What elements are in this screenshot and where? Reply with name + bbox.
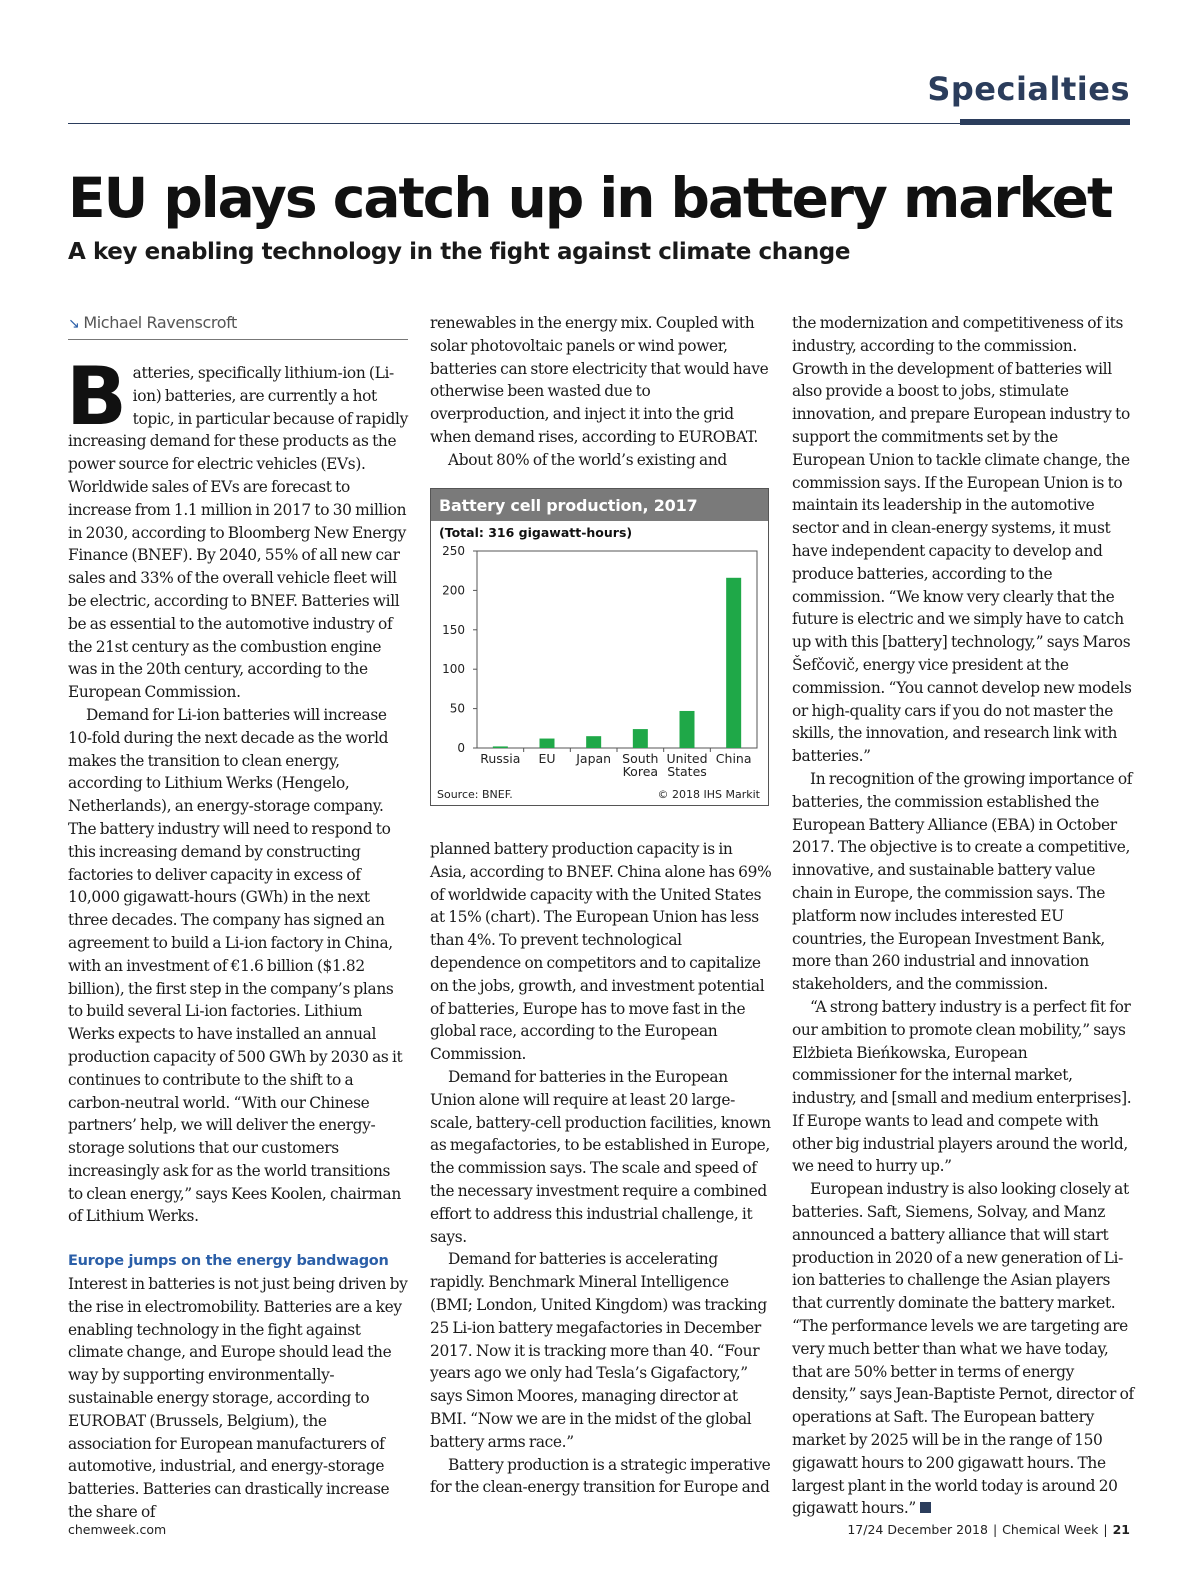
x-category-label: Russia <box>480 751 521 766</box>
footer-info <box>847 1522 1130 1537</box>
x-category-label: Japan <box>576 751 612 766</box>
footer-separator: | <box>1103 1522 1108 1537</box>
bar-china <box>726 578 741 748</box>
x-category-label: United <box>666 751 708 766</box>
paragraph: renewables in the energy mix. Coupled with solar photovoltaic panels or wind power, batteries can store electricity that would have otherwise been wasted due to overproduction, and inject it into the grid when demand rises, according to EUROBAT. <box>430 314 769 446</box>
chart-copyright: © 2018 IHS Markit <box>657 788 760 801</box>
bar-united-states <box>680 711 695 748</box>
arrow-icon: ↘ <box>68 316 80 332</box>
y-tick-label: 50 <box>449 701 465 716</box>
footer-publication: Chemical Week <box>1002 1522 1099 1537</box>
paragraph: “A strong battery industry is a perfect fit for our ambition to promote clean mobility,” says Elżbieta Bieńkowska, European commissioner for the internal market, industry, and [small and medium enterprises]. If Europe wants to lead and compete with other big industrial players around the world, we need to hurry up.” <box>792 997 1132 1176</box>
paragraph-text: European industry is also looking closely at batteries. Saft, Siemens, Solvay, and Manz announced a battery alliance that will start production in 2020 of a new generation of Li-ion batteries to challenge the Asian players that currently dominate the battery market. “The performance levels we are targeting are very much better than what we have today, that are 50% better in terms of energy density,” says Jean-Baptiste Pernot, director of operations at Saft. The European battery market by 2025 will be in the range of 150 gigawatt hours to 200 gigawatt hours. The largest plant in the world today is around 20 gigawatt hours.” <box>792 1180 1134 1518</box>
column-2-bottom <box>430 838 772 1499</box>
column-1 <box>68 312 408 1524</box>
x-category-label: EU <box>538 751 556 766</box>
y-tick-label: 0 <box>457 741 465 755</box>
x-category-label: Korea <box>622 764 659 779</box>
deck: A key enabling technology in the fight against climate change <box>68 239 851 265</box>
paragraph <box>792 1178 1134 1520</box>
y-tick-label: 200 <box>442 583 465 598</box>
x-category-label: South <box>622 751 659 766</box>
footer-separator: | <box>992 1522 998 1537</box>
paragraph: Demand for batteries in the European Union alone will require at least 20 large-scale, battery-cell production facilities, known as megafactories, to be established in Europe, the commission says. The scale and speed of the necessary investment require a combined effort to address this industrial challenge, it says. <box>430 1067 771 1246</box>
column-3 <box>792 312 1134 1520</box>
paragraph: In recognition of the growing importance of batteries, the commission established the European Battery Alliance (EBA) in October 2017. The objective is to create a competitive, innovative, and sustainable battery value chain in Europe, the commission says. The platform now includes interested EU countries, the European Investment Bank, more than 260 industrial and innovation stakeholders, and the commission. <box>792 769 1133 994</box>
chart-subtitle: (Total: 316 gigawatt-hours) <box>439 525 633 540</box>
paragraph: Interest in batteries is not just being driven by the rise in electromobility. Batteries are a key enabling technology in the fight against climate change, and Europe should lead the way by supporting environmentally-sustainable energy storage, according to EUROBAT (Brussels, Belgium), the association for European manufacturers of automotive, industrial, and energy-storage batteries. Batteries can drastically increase the share of <box>68 1275 408 1522</box>
byline-author: Michael Ravenscroft <box>83 313 237 332</box>
header-rule-accent <box>960 119 1130 125</box>
y-tick-label: 150 <box>442 622 465 637</box>
paragraph <box>66 350 408 704</box>
headline: EU plays catch up in battery market <box>68 166 1112 230</box>
footer-date: 17/24 December 2018 <box>847 1522 988 1537</box>
paragraph: the modernization and competitiveness of its industry, according to the commission. Growth in the development of batteries will also provide a boost to jobs, stimulate innovation, and prepare European industry to support the commitments set by the European Union to tackle climate change, the commission says. If the European Union is to maintain its leadership in the automotive sector and in clean-energy systems, it must have independent capacity to develop and produce batteries, according to the commission. “We know very clearly that the future is electric and we simply have to catch up with this [battery] technology,” says Maros Šefčovič, energy vice president at the commission. “You cannot develop new models or high-quality cars if you do not master the skills, the innovation, and research link with batteries.” <box>792 314 1132 766</box>
chart-plot <box>431 489 770 807</box>
chart-source: Source: BNEF. <box>437 788 513 801</box>
paragraph: About 80% of the world’s existing and <box>448 450 727 469</box>
end-mark-icon <box>920 1502 931 1513</box>
chart-title: Battery cell production, 2017 <box>431 489 768 521</box>
x-category-label: States <box>667 764 707 779</box>
footer-site: chemweek.com <box>68 1522 167 1537</box>
x-category-label: China <box>715 751 752 766</box>
paragraph: planned battery production capacity is in Asia, according to BNEF. China alone has 69% of worldwide capacity with the United States at 15% (chart). The European Union has less than 4%. To prevent technological dependence on competitors and to capitalize on the jobs, growth, and investment potential of batteries, Europe has to move fast in the global race, according to the European Commission. <box>430 840 772 1064</box>
chart-plot-frame <box>477 551 757 748</box>
paragraph: Demand for Li-ion batteries will increase 10-fold during the next decade as the world makes the transition to clean energy, according to Lithium Werks (Hengelo, Netherlands), an energy-storage company. The battery industry will need to respond to this increasing demand by constructing factories to deliver capacity in excess of 10,000 gigawatt-hours (GWh) in the next three decades. The company has signed an agreement to build a Li-ion factory in China, with an investment of €1.6 billion ($1.82 billion), the first step in the company’s plans to build several Li-ion factories. Lithium Werks expects to have installed an annual production capacity of 500 GWh by 2030 as it continues to contribute to the shift to a carbon-neutral world. “With our Chinese partners’ help, we will deliver the energy-storage solutions that our customers increasingly ask for as the world transitions to clean energy,” says Kees Koolen, chairman of Lithium Werks. <box>68 705 403 1226</box>
byline <box>68 312 408 340</box>
drop-cap: B <box>66 350 127 443</box>
column-2-top <box>430 312 772 472</box>
page-number: 21 <box>1112 1522 1130 1537</box>
bar-japan <box>586 736 601 748</box>
paragraph: Demand for batteries is accelerating rapidly. Benchmark Mineral Intelligence (BMI; London, United Kingdom) was tracking 25 Li-ion battery megafactories in December 2017. Now it is tracking more than 40. “Four years ago we only had Tesla’s Gigafactory,” says Simon Moores, managing director at BMI. “Now we are in the midst of the global battery arms race.” <box>430 1250 767 1451</box>
subhead: Europe jumps on the energy bandwagon <box>68 1253 389 1270</box>
bar-russia <box>493 746 508 748</box>
paragraph: Battery production is a strategic imperative for the clean-energy transition for Europe and <box>430 1455 771 1497</box>
paragraph-text: atteries, specifically lithium-ion (Li-ion) batteries, are currently a hot topic, in particular because of rapidly increasing demand for these products as the power source for electric vehicles (EVs). Worldwide sales of EVs are forecast to increase from 1.1 million in 2017 to 30 million in 2030, according to Bloomberg New Energy Finance (BNEF). By 2040, 55% of all new car sales and 33% of the overall vehicle fleet will be electric, according to BNEF. Batteries will be as essential to the automotive industry of the 21st century as the combustion engine was in the 20th century, according to the European Commission. <box>68 364 408 702</box>
bar-eu <box>540 739 555 748</box>
battery-chart <box>430 488 769 806</box>
section-label: Specialties <box>927 70 1130 108</box>
y-tick-label: 100 <box>442 662 465 677</box>
y-tick-label: 250 <box>442 544 465 558</box>
bar-south-korea <box>633 729 648 748</box>
